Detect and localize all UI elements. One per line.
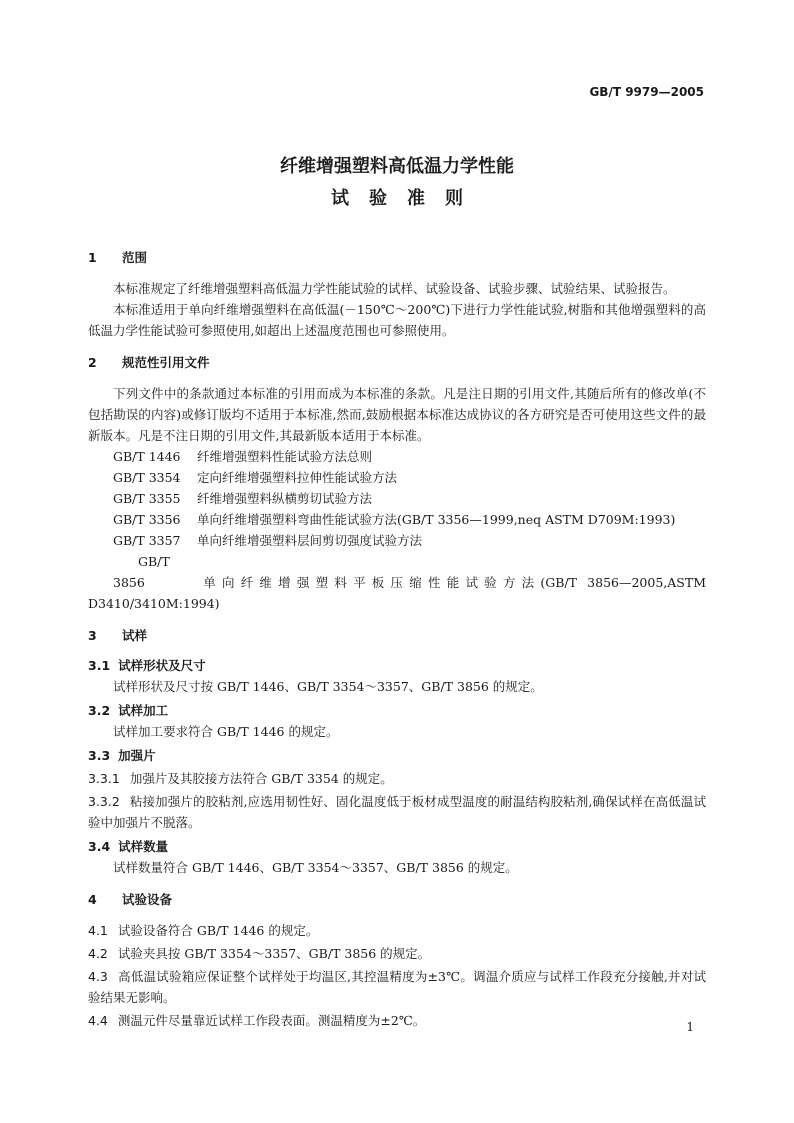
page-number: 1 (686, 1020, 694, 1034)
paragraph: 试样加工要求符合 GB/T 1446 的规定。 (113, 724, 339, 739)
subsection-3-3-heading (88, 746, 706, 766)
document-title-line-1: 纤维增强塑料高低温力学性能 (280, 156, 514, 177)
clause-text: 高低温试验箱应保证整个试样处于均温区,其控温精度为±3℃。调温介质应与试样工作段充分接触,并对试验结果无影响。 (88, 969, 706, 1005)
clause-number: 4.1 (88, 923, 108, 938)
clause-text: 加强片及其胶接方法符合 GB/T 3354 的规定。 (129, 771, 393, 786)
section-4-heading (88, 890, 706, 910)
section-3-heading (88, 626, 706, 646)
section-2-heading (88, 353, 706, 373)
subsection-number: 3.1 (88, 658, 111, 673)
reference-item (88, 467, 706, 488)
section-title: 试样 (122, 628, 148, 643)
reference-code: GB/T 3357 (113, 533, 181, 548)
reference-code: GB/T 3354 (113, 470, 181, 485)
subsection-3-1-heading (88, 656, 706, 676)
standard-number: GB/T 9979—2005 (589, 85, 704, 99)
reference-code: GB/T 3356 (113, 512, 181, 527)
clause-4-4 (88, 1010, 706, 1031)
reference-item (88, 530, 706, 551)
document-body (88, 248, 706, 1031)
clause-text: 试验夹具按 GB/T 3354～3357、GB/T 3856 的规定。 (117, 946, 431, 961)
section-title: 规范性引用文件 (122, 355, 210, 370)
clause-number: 4.3 (88, 969, 108, 984)
clause-number: 3.3.2 (88, 794, 120, 809)
subsection-title: 试样数量 (118, 839, 169, 854)
reference-item (88, 446, 706, 467)
reference-code: GB/T 1446 (113, 449, 181, 464)
reference-title: 单向纤维增强塑料弯曲性能试验方法(GB/T 3356—1999,neq ASTM D709M:1993) (197, 512, 676, 527)
paragraph: 下列文件中的条款通过本标准的引用而成为本标准的条款。凡是注日期的引用文件,其随后所有的修改单(不包括勘误的内容)或修订版均不适用于本标准,然而,鼓励根据本标准达成协议的各方研究是否可使用这些文件的最新版本。凡是不注日期的引用文件,其最新版本适用于本标准。 (88, 386, 706, 443)
section-title: 试验设备 (122, 892, 173, 907)
paragraph: 本标准规定了纤维增强塑料高低温力学性能试验的试样、试验设备、试验步骤、试验结果、试验报告。 (113, 281, 676, 296)
reference-title: 单向纤维增强塑料平板压缩性能试验方法(GB/T 3856—2005,ASTM D3410/3410M:1994) (88, 575, 706, 611)
reference-title: 纤维增强塑料性能试验方法总则 (197, 449, 373, 464)
clause-3-3-2 (88, 791, 706, 833)
subsection-number: 3.2 (88, 703, 111, 718)
reference-title: 定向纤维增强塑料拉伸性能试验方法 (197, 470, 398, 485)
section-number: 1 (88, 250, 97, 265)
reference-item (88, 551, 706, 614)
subsection-3-2-heading (88, 701, 706, 721)
subsection-3-4-heading (88, 837, 706, 857)
reference-title: 纤维增强塑料纵横剪切试验方法 (197, 491, 373, 506)
reference-item (88, 509, 706, 530)
section-title: 范围 (122, 250, 148, 265)
subsection-title: 试样形状及尺寸 (118, 658, 206, 673)
clause-number: 4.2 (88, 946, 108, 961)
section-number: 2 (88, 355, 97, 370)
reference-item (88, 488, 706, 509)
clause-number: 3.3.1 (88, 771, 120, 786)
clause-4-3 (88, 966, 706, 1008)
section-number: 3 (88, 628, 97, 643)
subsection-title: 加强片 (118, 748, 156, 763)
subsection-number: 3.3 (88, 748, 111, 763)
section-1-heading (88, 248, 706, 268)
reference-code: GB/T 3355 (113, 491, 181, 506)
paragraph: 试样形状及尺寸按 GB/T 1446、GB/T 3354～3357、GB/T 3856 的规定。 (113, 679, 543, 694)
reference-code: GB/T 3856 (113, 554, 170, 590)
subsection-title: 试样加工 (118, 703, 169, 718)
clause-4-2 (88, 943, 706, 964)
section-number: 4 (88, 892, 97, 907)
clause-number: 4.4 (88, 1013, 108, 1028)
paragraph: 试样数量符合 GB/T 1446、GB/T 3354～3357、GB/T 3856 的规定。 (113, 860, 518, 875)
reference-title: 单向纤维增强塑料层间剪切强度试验方法 (197, 533, 423, 548)
clause-4-1 (88, 920, 706, 941)
clause-3-3-1 (88, 768, 706, 789)
clause-text: 试验设备符合 GB/T 1446 的规定。 (117, 923, 319, 938)
clause-text: 粘接加强片的胶粘剂,应选用韧性好、固化温度低于板材成型温度的耐温结构胶粘剂,确保试样在高低温试验中加强片不脱落。 (88, 794, 706, 830)
subsection-number: 3.4 (88, 839, 111, 854)
document-title-line-2: 试验准则 (331, 188, 483, 209)
clause-text: 测温元件尽量靠近试样工作段表面。测温精度为±2℃。 (117, 1013, 426, 1028)
paragraph: 本标准适用于单向纤维增强塑料在高低温(－150℃～200℃)下进行力学性能试验,树脂和其他增强塑料的高低温力学性能试验可参照使用,如超出上述温度范围也可参照使用。 (88, 302, 706, 338)
